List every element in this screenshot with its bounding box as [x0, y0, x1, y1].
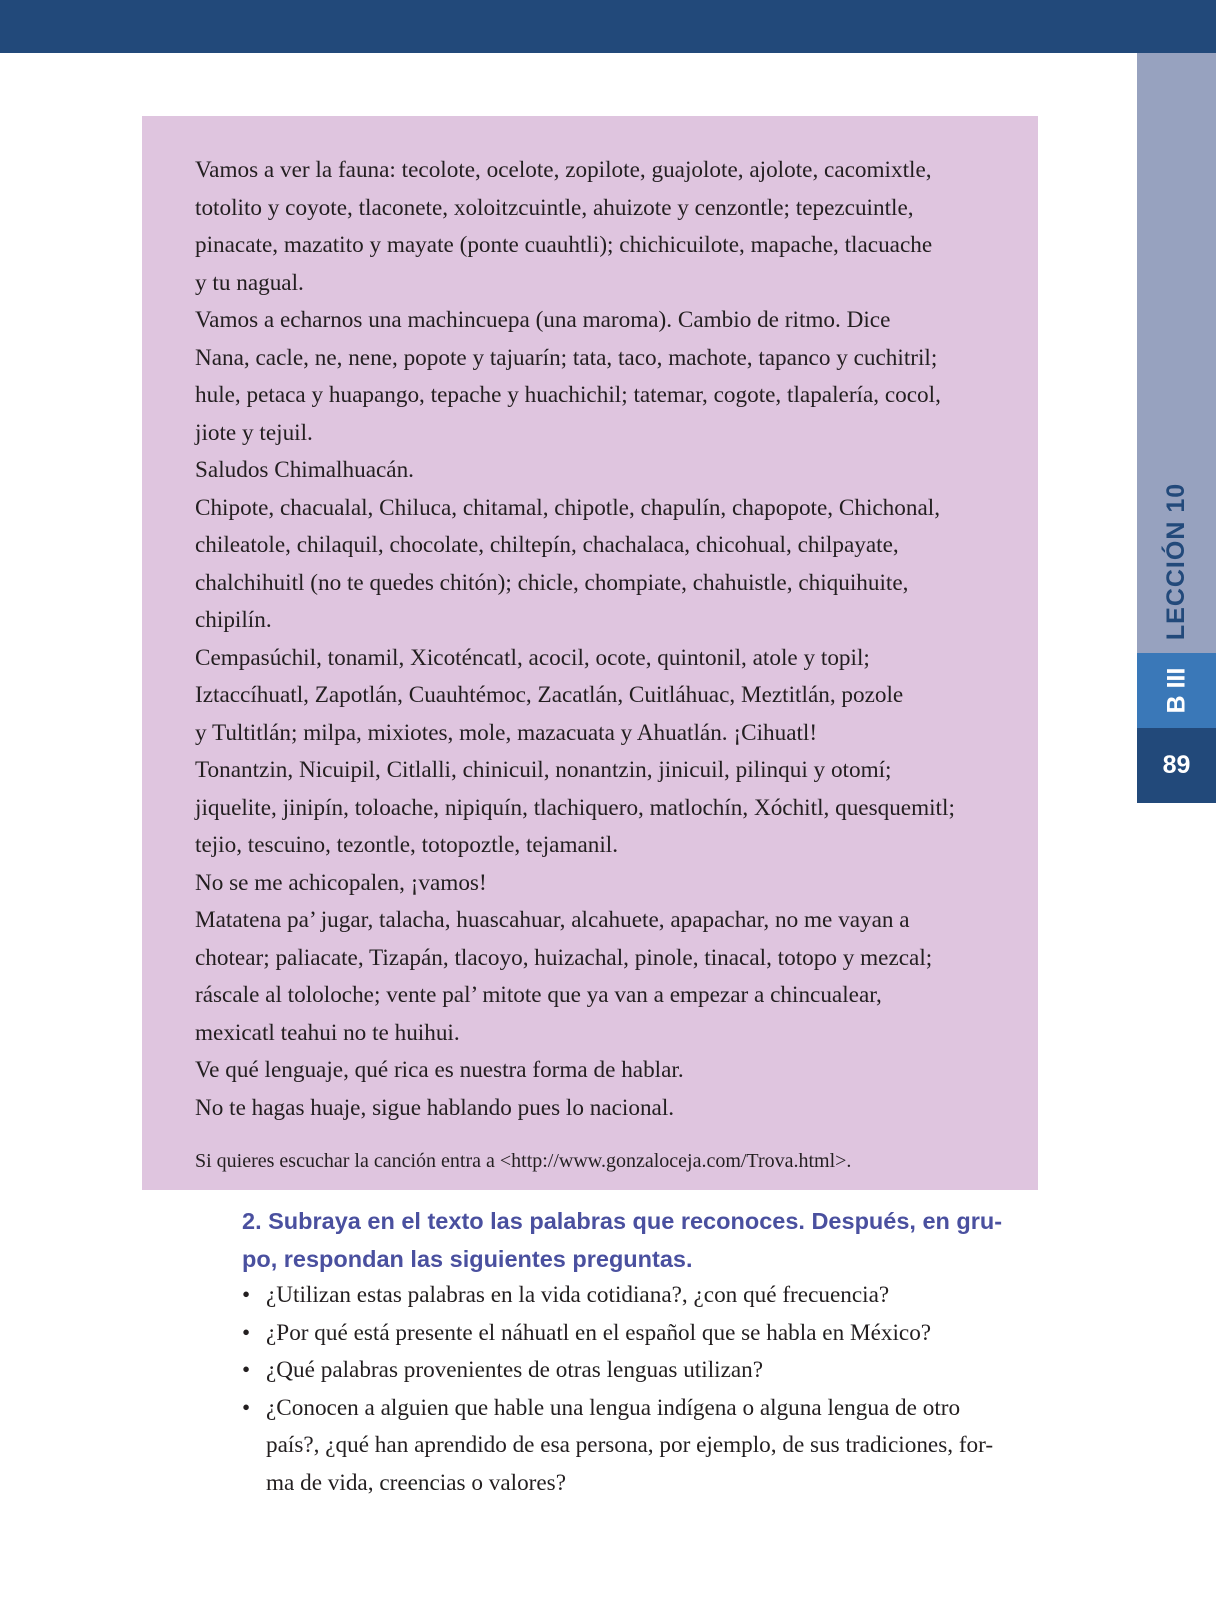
question-text-line: ¿Utilizan estas palabras en la vida cotidiana?, ¿con qué frecuencia? — [266, 1282, 890, 1308]
block-label: B III — [1162, 667, 1190, 714]
question-item — [242, 1352, 1042, 1390]
song-line: Vamos a echarnos una machincuepa (una maroma). Cambio de ritmo. Dice — [195, 307, 891, 333]
bullet-icon: • — [242, 1394, 251, 1421]
song-line: Ve qué lenguaje, qué rica es nuestra forma de hablar. — [195, 1057, 684, 1083]
question-item — [242, 1390, 1042, 1503]
song-line: Nana, cacle, ne, nene, popote y tajuarín; tata, taco, machote, tapanco y cuchitril; — [195, 344, 938, 371]
song-line: Tonantzin, Nicuipil, Citlalli, chinicuil, nonantzin, jinicuil, pilinqui y otomí; — [195, 757, 892, 783]
song-line: ráscale al tololoche; vente pal’ mitote que ya van a empezar a chincualear, — [195, 982, 882, 1008]
song-line: y Tultitlán; milpa, mixiotes, mole, mazacuata y Ahuatlán. ¡Cihuatl! — [195, 719, 818, 746]
lesson-tab — [1137, 470, 1216, 653]
song-line: Chipote, chacualal, Chiluca, chitamal, chipotle, chapulín, chapopote, Chichonal, — [195, 494, 940, 521]
song-line: Cempasúchil, tonamil, Xicoténcatl, acocil, ocote, quintonil, atole y topil; — [195, 644, 870, 671]
song-line: totolito y coyote, tlaconete, xoloitzcuintle, ahuizote y cenzontle; tepezcuintle, — [195, 194, 914, 221]
song-line: tejio, tescuino, tezontle, totopoztle, tejamanil. — [195, 832, 619, 858]
song-line: Matatena pa’ jugar, talacha, huascahuar, alcahuete, apapachar, no me vayan a — [195, 907, 910, 933]
lesson-label: LECCIÓN 10 — [1162, 482, 1191, 641]
question-list — [242, 1277, 1042, 1502]
song-line: chotear; paliacate, Tizapán, tlacoyo, huizachal, pinole, tinacal, totopo y mezcal; — [195, 944, 933, 971]
song-line: y tu nagual. — [195, 269, 304, 296]
bullet-icon: • — [242, 1357, 251, 1383]
bullet-icon: • — [242, 1319, 251, 1346]
top-banner — [0, 0, 1216, 53]
song-line: No te hagas huaje, sigue hablando pues lo nacional. — [195, 1094, 675, 1121]
song-line: chipilín. — [195, 607, 272, 633]
song-line: Iztaccíhuatl, Zapotlán, Cuauhtémoc, Zacatlán, Cuitláhuac, Meztitlán, pozole — [195, 682, 904, 708]
question-text-line: ¿Por qué está presente el náhuatl en el español que se habla en México? — [266, 1319, 932, 1346]
song-line: pinacate, mazatito y mayate (ponte cuauhtli); chichicuilote, mapache, tlacuache — [195, 232, 933, 258]
question-text-line: ¿Qué palabras provenientes de otras lenguas utilizan? — [266, 1357, 764, 1383]
bullet-icon: • — [242, 1282, 251, 1308]
song-lyrics — [195, 152, 1025, 1127]
question-item — [242, 1277, 1042, 1315]
page-number: 89 — [1137, 728, 1216, 803]
question-text-line: ma de vida, creencias o valores? — [266, 1469, 566, 1496]
song-line: chileatole, chilaquil, chocolate, chiltepín, chachalaca, chicohual, chilpayate, — [195, 532, 899, 558]
activity-instruction-line: po, respondan las siguientes preguntas. — [242, 1246, 693, 1272]
song-lyrics-box — [142, 116, 1038, 1190]
question-text-line: ¿Conocen a alguien que hable una lengua indígena o alguna lengua de otro — [266, 1394, 961, 1421]
song-line: jiote y tejuil. — [195, 419, 313, 446]
song-line: chalchihuitl (no te quedes chitón); chicle, chompiate, chahuistle, chiquihuite, — [195, 569, 909, 596]
song-line: hule, petaca y huapango, tepache y huachichil; tatemar, cogote, tlapalería, cocol, — [195, 382, 941, 408]
activity-instruction — [242, 1202, 1042, 1278]
song-line: Saludos Chimalhuacán. — [195, 457, 414, 483]
block-tab — [1137, 653, 1216, 728]
song-line: No se me achicopalen, ¡vamos! — [195, 869, 487, 896]
song-line: Vamos a ver la fauna: tecolote, ocelote, zopilote, guajolote, ajolote, cacomixtle, — [195, 157, 932, 183]
source-note: Si quieres escuchar la canción entra a <http://www.gonzaloceja.com/Trova.html>. — [195, 1150, 852, 1172]
question-text-line: país?, ¿qué han aprendido de esa persona, por ejemplo, de sus tradiciones, for- — [266, 1432, 994, 1458]
song-line: jiquelite, jinipín, toloache, nipiquín, tlachiquero, matlochín, Xóchitl, quesquemitl; — [195, 794, 955, 821]
song-line: mexicatl teahui no te huihui. — [195, 1019, 460, 1046]
activity-instruction-line: 2. Subraya en el texto las palabras que reconoces. Después, en gru- — [242, 1208, 1003, 1234]
question-item — [242, 1315, 1042, 1353]
